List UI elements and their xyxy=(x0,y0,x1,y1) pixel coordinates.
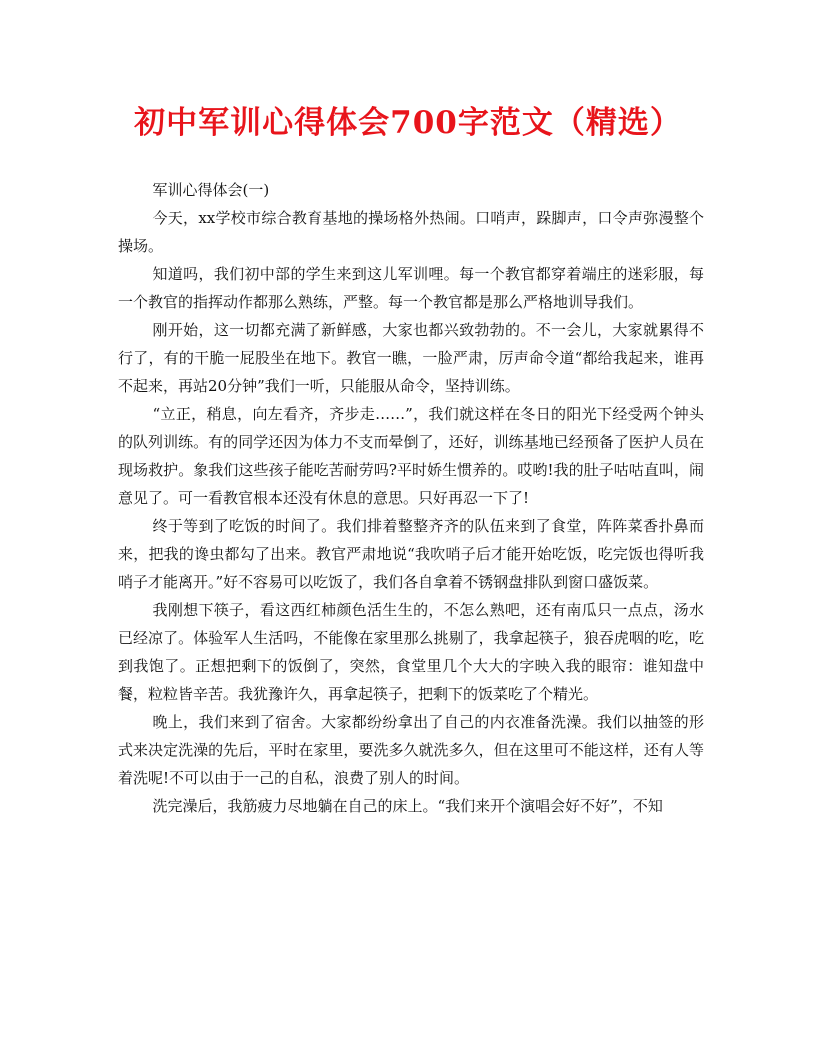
paragraph: 终于等到了吃饭的时间了。我们排着整整齐齐的队伍来到了食堂，阵阵菜香扑鼻而来，把我的谗虫都勾了出来。教官严肃地说“我吹哨子后才能开始吃饭，吃完饭也得听我哨子才能离开。”好不容易可以吃饭了，我们各自拿着不锈钢盘排队到窗口盛饭菜。 xyxy=(118,517,704,591)
document-body xyxy=(118,176,704,820)
paragraph: 刚开始，这一切都充满了新鲜感，大家也都兴致勃勃的。不一会儿，大家就累得不行了，有的干脆一屁股坐在地下。教官一瞧，一脸严肃，厉声命令道“都给我起来，谁再不起来，再站20分钟”我们一听，只能服从命令，坚持训练。 xyxy=(118,321,704,395)
section-heading: 军训心得体会(一) xyxy=(152,181,270,199)
paragraph: 我刚想下筷子，看这西红柿颜色活生生的，不怎么熟吧，还有南瓜只一点点，汤水已经凉了。体验军人生活吗，不能像在家里那么挑剔了，我拿起筷子，狼吞虎咽的吃，吃到我饱了。正想把剩下的饭倒了，突然，食堂里几个大大的字映入我的眼帘：谁知盘中餐，粒粒皆辛苦。我犹豫许久，再拿起筷子，把剩下的饭菜吃了个精光。 xyxy=(118,601,704,703)
paragraph: 洗完澡后，我筋疲力尽地躺在自己的床上。“我们来开个演唱会好不好”，不知 xyxy=(152,797,663,815)
paragraph: 晚上，我们来到了宿舍。大家都纷纷拿出了自己的内衣准备洗澡。我们以抽签的形式来决定洗澡的先后，平时在家里，要洗多久就洗多久，但在这里可不能这样，还有人等着洗呢!不可以由于一己的自私，浪费了别人的时间。 xyxy=(118,713,704,787)
paragraph: 今天，xx学校市综合教育基地的操场格外热闹。口哨声，跺脚声，口令声弥漫整个操场。 xyxy=(118,209,704,255)
paragraph: “立正，稍息，向左看齐，齐步走……”，我们就这样在冬日的阳光下经受两个钟头的队列训练。有的同学还因为体力不支而晕倒了，还好，训练基地已经预备了医护人员在现场救护。象我们这些孩子能吃苦耐劳吗?平时娇生惯养的。哎哟!我的肚子咕咕直叫，闹意见了。可一看教官根本还没有休息的意思。只好再忍一下了! xyxy=(118,405,704,507)
document-title: 初中军训心得体会700字范文（精选） xyxy=(134,105,682,141)
paragraph: 知道吗，我们初中部的学生来到这儿军训哩。每一个教官都穿着端庄的迷彩服，每一个教官的指挥动作都那么熟练，严整。每一个教官都是那么严格地训导我们。 xyxy=(118,265,704,311)
